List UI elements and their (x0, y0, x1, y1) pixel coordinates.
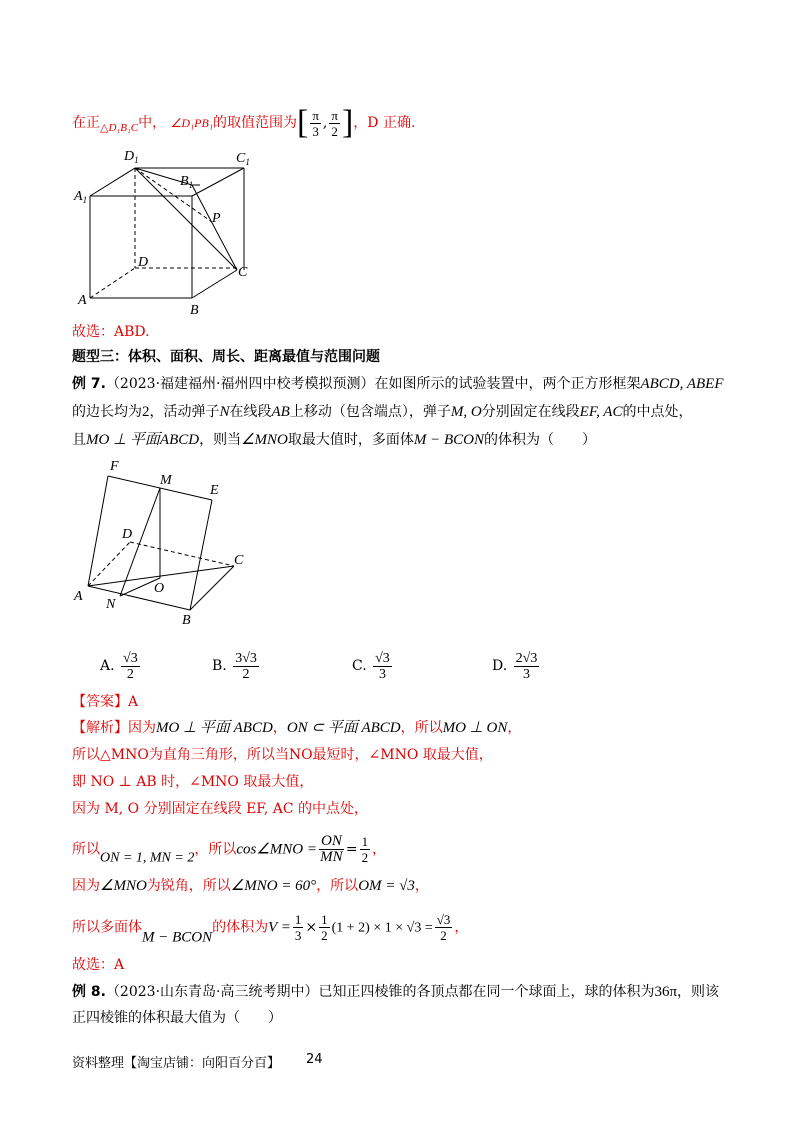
example7-line3: 且MO ⊥ 平面ABCD，则当∠MNO取最大值时，多面体M − BCON的体积为（ ） (72, 432, 596, 448)
label-d1: $D_1$ (124, 149, 139, 165)
label-e: E (210, 483, 219, 498)
analysis-line7: 所以多面体M − BCON的体积为V = $\frac{1}{3}$ × $\frac{1}{2}$ (1 + 2) × 1 × √3 = $\frac{√3}{2}$ ， (72, 912, 469, 946)
text-mid: 中， (138, 115, 167, 131)
analysis-line2: 所以△MNO为直角三角形，所以当NO最短时，∠MNO 取最大值， (72, 747, 493, 763)
range-lower: $\frac{\pi}{3}$ (312, 107, 319, 139)
label-b2: B (182, 613, 191, 628)
analysis-line4: 因为 M, O 分别固定在线段 EF, AC 的中点处， (72, 801, 368, 817)
edge-bc2 (190, 566, 234, 610)
label-c: C (238, 265, 248, 280)
label-p: P (212, 211, 221, 226)
answer-a: 故选：A (72, 957, 125, 973)
page-number: 24 (306, 1052, 323, 1067)
edge-dc2 (130, 542, 234, 566)
option-b[interactable]: B. $\frac{3√3}{2}$ (212, 650, 257, 682)
label-d: D (138, 255, 149, 270)
edge-b1c (192, 185, 237, 270)
range-text: 的取值范围为 (213, 115, 298, 131)
option-c[interactable]: C. $\frac{√3}{3}$ (352, 650, 390, 682)
line-d1p (135, 168, 212, 222)
edge-ad (90, 268, 135, 298)
analysis-line5: 所以ON = 1, MN = 2，所以cos∠MNO = $\frac{ON}{MN}$ = $\frac{1}{2}$ ， (72, 833, 387, 866)
page-footer (72, 1052, 323, 1071)
edge-ab2 (88, 586, 190, 610)
analysis-line1: 【解析】因为MO ⊥ 平面 ABCD，ON ⊂ 平面 ABCD，所以MO ⊥ ON， (72, 720, 522, 736)
text-pre: 在正 (72, 115, 100, 131)
section-heading: 题型三：体积、面积、周长、距离最值与范围问题 (72, 349, 380, 365)
cube-figure (72, 140, 272, 320)
edge-b1c1 (192, 168, 244, 196)
label-d2: D (122, 527, 133, 542)
example8-line1: 例 8.（2023·山东青岛·高三统考期中）已知正四棱锥的各顶点都在同一个球面上，球的体积为36π，则该 (72, 984, 720, 1000)
edge-a1d1 (90, 168, 135, 196)
footer-text: 资料整理【淘宝店铺：向阳百分百】 (72, 1056, 281, 1071)
text-tail: ，D 正确. (353, 115, 416, 131)
label-b1: $B_1$ (180, 174, 194, 190)
example7-line1: 例 7.（2023·福建福州·福州四中校考模拟预测）在如图所示的试验装置中，两个正方形框架ABCD, ABEF (72, 376, 724, 392)
conclusion-line-d: 在正$_{\triangle D_1B_1C}$中， ∠D₁PB₁的取值范围为[ $\frac{\pi}{3}$ , $\frac{\pi}{2}$ ]，D 正确. (72, 104, 416, 141)
answer-abd: 故选：ABD. (72, 324, 150, 340)
edge-fa (88, 476, 108, 586)
label-a1: $A_1$ (74, 189, 88, 205)
analysis-line6: 因为∠MNO为锐角，所以∠MNO = 60°，所以OM = √3， (72, 878, 429, 894)
label-f: F (110, 459, 119, 474)
example8-line2: 正四棱锥的体积最大值为（ ） (72, 1010, 282, 1026)
example7-label: 例 7. (72, 376, 106, 392)
frame-figure (72, 456, 272, 636)
line-mn (120, 488, 160, 596)
edge-bc (192, 270, 237, 298)
analysis-line3: 即 NO ⊥ AB 时，∠MNO 取最大值， (72, 774, 314, 790)
range-upper: $\frac{\pi}{2}$ (331, 107, 338, 139)
label-o: O (154, 581, 165, 596)
answer-tag: 【答案】A (72, 694, 139, 710)
edge-eb (190, 500, 212, 610)
label-b: B (190, 303, 199, 318)
label-n: N (106, 597, 116, 612)
triangle-name: D₁B₁C (108, 122, 139, 134)
example7-line2: 的边长均为2，活动弹子N在线段AB上移动（包含端点），弹子M, O分别固定在线段EF, AC的中点处， (72, 404, 693, 420)
label-c2: C (234, 553, 244, 568)
label-a: A (78, 293, 87, 308)
triangle-symbol: △ (100, 121, 109, 134)
example8-label: 例 8. (72, 984, 106, 1000)
option-d[interactable]: D. $\frac{2√3}{3}$ (492, 650, 538, 682)
option-a[interactable]: A. $\frac{√3}{2}$ (100, 650, 138, 682)
angle-expr: ∠D₁PB₁ (170, 116, 214, 130)
label-c1: $C_1$ (236, 151, 250, 167)
label-a2: A (74, 589, 83, 604)
label-m: M (160, 473, 172, 488)
